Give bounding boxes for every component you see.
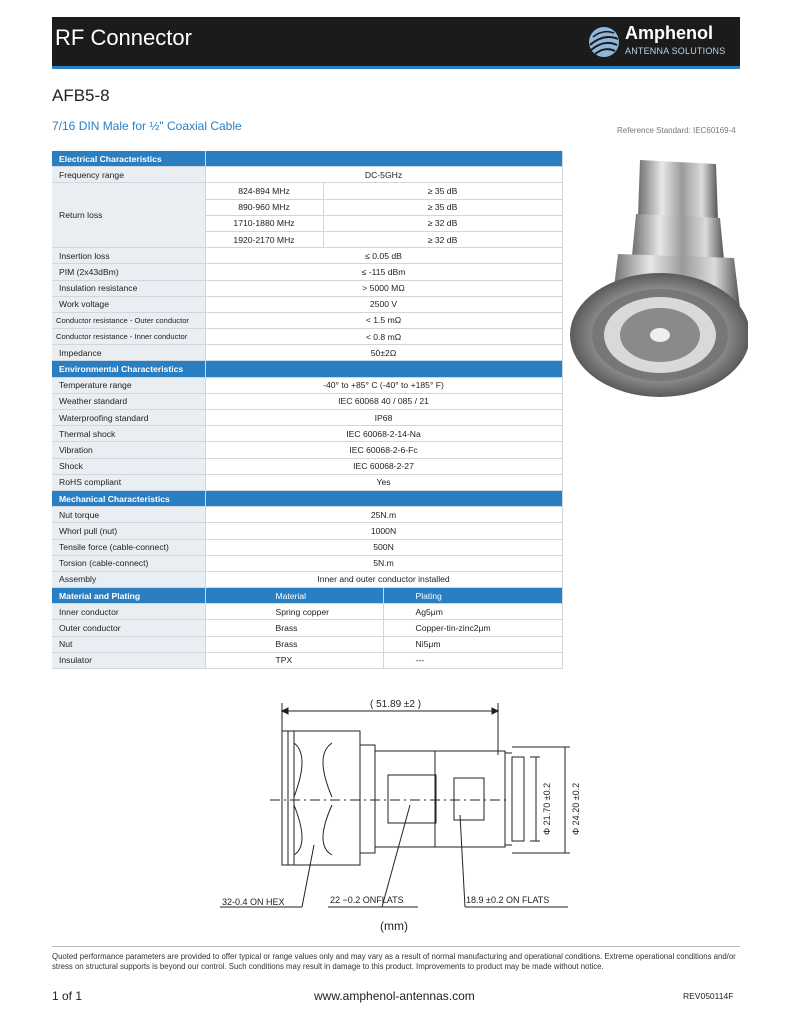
row-value: 25N.m bbox=[205, 507, 562, 523]
row-value: IEC 60068-2-6-Fc bbox=[205, 442, 562, 458]
row-value: 1000N bbox=[205, 523, 562, 539]
row-value: 500N bbox=[205, 539, 562, 555]
footer-divider bbox=[52, 946, 740, 947]
row-label: Vibration bbox=[52, 442, 205, 458]
row-label: Shock bbox=[52, 458, 205, 474]
row-value: IEC 60068-2-27 bbox=[205, 458, 562, 474]
row-value: DC-5GHz bbox=[205, 167, 562, 183]
flats-dimension-2: 18.9 ±0.2 ON FLATS bbox=[466, 895, 550, 905]
table-row bbox=[52, 167, 562, 183]
row-label: Assembly bbox=[52, 571, 205, 587]
globe-icon bbox=[587, 25, 621, 59]
band-value: ≥ 32 dB bbox=[323, 215, 562, 231]
website-link[interactable]: www.amphenol-antennas.com bbox=[314, 989, 475, 1003]
reference-standard: Reference Standard: IEC60169-4 bbox=[617, 126, 736, 135]
disclaimer: Quoted performance parameters are provided to offer typical or range values only and may vary as a result of normal manufacturing and operational conditions. Extreme operational conditions and/or stress on structural supports is beyond our control. Such conditions may result in damage to this product. Improvements to product may be made without notice. bbox=[52, 952, 736, 971]
row-value: ≤ -115 dBm bbox=[205, 264, 562, 280]
hex-dimension: 32-0.4 ON HEX bbox=[222, 897, 285, 907]
flats-dimension-1: 22 −0.2 ONFLATS bbox=[330, 895, 404, 905]
section-title: Environmental Characteristics bbox=[52, 361, 205, 377]
table-row bbox=[52, 523, 562, 539]
table-row bbox=[52, 539, 562, 555]
table-row bbox=[52, 636, 562, 652]
row-value: -40° to +85° C (-40° to +185° F) bbox=[205, 377, 562, 393]
table-row bbox=[52, 426, 562, 442]
table-row bbox=[52, 312, 562, 328]
material-value: Brass bbox=[205, 620, 383, 636]
band-value: ≥ 35 dB bbox=[323, 199, 562, 215]
row-label: Waterproofing standard bbox=[52, 410, 205, 426]
row-value: > 5000 MΩ bbox=[205, 280, 562, 296]
row-label: Inner conductor bbox=[52, 604, 205, 620]
page-header bbox=[52, 17, 740, 69]
row-label: Outer conductor bbox=[52, 620, 205, 636]
table-row bbox=[52, 377, 562, 393]
row-label: RoHS compliant bbox=[52, 474, 205, 490]
row-value: < 1.5 mΩ bbox=[205, 312, 562, 328]
section-title: Mechanical Characteristics bbox=[52, 490, 205, 506]
table-row bbox=[52, 604, 562, 620]
band-value: ≥ 32 dB bbox=[323, 231, 562, 247]
row-value: 5N.m bbox=[205, 555, 562, 571]
row-label: Conductor resistance - Inner conductor bbox=[52, 329, 205, 345]
band-value: ≥ 35 dB bbox=[323, 183, 562, 199]
dimension-drawing bbox=[210, 695, 590, 915]
row-value: 50±2Ω bbox=[205, 345, 562, 361]
table-row bbox=[52, 442, 562, 458]
row-label: Temperature range bbox=[52, 377, 205, 393]
table-row bbox=[52, 329, 562, 345]
row-label: Impedance bbox=[52, 345, 205, 361]
row-label: Thermal shock bbox=[52, 426, 205, 442]
revision-code: REV050114F bbox=[683, 991, 734, 1001]
band-label: 1920-2170 MHz bbox=[205, 231, 323, 247]
section-title: Material and Plating bbox=[52, 588, 205, 604]
row-label: Whorl pull (nut) bbox=[52, 523, 205, 539]
header-accent-line bbox=[52, 66, 740, 69]
amphenol-logo bbox=[587, 22, 732, 66]
table-row bbox=[52, 264, 562, 280]
logo-subtitle: ANTENNA SOLUTIONS bbox=[625, 46, 726, 56]
row-value: Inner and outer conductor installed bbox=[205, 571, 562, 587]
row-value: IP68 bbox=[205, 410, 562, 426]
section-header-mechanical bbox=[52, 490, 562, 506]
table-row bbox=[52, 410, 562, 426]
row-label: Work voltage bbox=[52, 296, 205, 312]
section-title: Electrical Characteristics bbox=[52, 151, 205, 167]
table-row bbox=[52, 620, 562, 636]
band-label: 824-894 MHz bbox=[205, 183, 323, 199]
table-row bbox=[52, 474, 562, 490]
col-header-material: Material bbox=[205, 588, 383, 604]
diameter-small: Φ 21.70 ±0.2 bbox=[542, 782, 552, 835]
row-value: IEC 60068 40 / 085 / 21 bbox=[205, 393, 562, 409]
page-number: 1 of 1 bbox=[52, 989, 83, 1003]
row-label: Insulation resistance bbox=[52, 280, 205, 296]
diameter-large: Φ 24.20 ±0.2 bbox=[571, 782, 581, 835]
plating-value: Ni5μm bbox=[383, 636, 562, 652]
material-value: TPX bbox=[205, 652, 383, 668]
plating-value: --- bbox=[383, 652, 562, 668]
row-label: Return loss bbox=[52, 183, 205, 248]
row-value: < 0.8 mΩ bbox=[205, 329, 562, 345]
band-label: 1710-1880 MHz bbox=[205, 215, 323, 231]
row-value: Yes bbox=[205, 474, 562, 490]
table-row bbox=[52, 555, 562, 571]
table-row bbox=[52, 280, 562, 296]
table-row bbox=[52, 393, 562, 409]
row-value: ≤ 0.05 dB bbox=[205, 248, 562, 264]
logo-name: Amphenol bbox=[625, 23, 713, 43]
table-row bbox=[52, 345, 562, 361]
table-row bbox=[52, 248, 562, 264]
section-header-electrical bbox=[52, 151, 562, 167]
row-label: Weather standard bbox=[52, 393, 205, 409]
product-subtitle: 7/16 DIN Male for ½" Coaxial Cable bbox=[52, 119, 242, 133]
material-value: Spring copper bbox=[205, 604, 383, 620]
row-label: Torsion (cable-connect) bbox=[52, 555, 205, 571]
row-label: Nut torque bbox=[52, 507, 205, 523]
table-row bbox=[52, 458, 562, 474]
row-label: Insulator bbox=[52, 652, 205, 668]
product-model: AFB5-8 bbox=[52, 86, 110, 105]
row-label: Insertion loss bbox=[52, 248, 205, 264]
row-label: Conductor resistance - Outer conductor bbox=[52, 312, 205, 328]
row-label: PIM (2x43dBm) bbox=[52, 264, 205, 280]
header-title: RF Connector bbox=[55, 25, 192, 50]
length-dimension: ( 51.89 ±2 ) bbox=[370, 699, 422, 710]
row-label: Nut bbox=[52, 636, 205, 652]
band-label: 890-960 MHz bbox=[205, 199, 323, 215]
table-row bbox=[52, 296, 562, 312]
row-value: 2500 V bbox=[205, 296, 562, 312]
section-header-environmental bbox=[52, 361, 562, 377]
material-value: Brass bbox=[205, 636, 383, 652]
row-value: IEC 60068-2-14-Na bbox=[205, 426, 562, 442]
table-row bbox=[52, 652, 562, 668]
row-label: Frequency range bbox=[52, 167, 205, 183]
col-header-plating: Plating bbox=[383, 588, 562, 604]
table-row bbox=[52, 507, 562, 523]
plating-value: Copper-tin-zinc2μm bbox=[383, 620, 562, 636]
plating-value: Ag5μm bbox=[383, 604, 562, 620]
spec-table bbox=[52, 151, 563, 669]
table-row bbox=[52, 571, 562, 587]
table-row bbox=[52, 183, 562, 199]
units-label: (mm) bbox=[380, 919, 408, 933]
row-label: Tensile force (cable-connect) bbox=[52, 539, 205, 555]
product-photo bbox=[568, 150, 748, 410]
section-header-materials bbox=[52, 588, 562, 604]
